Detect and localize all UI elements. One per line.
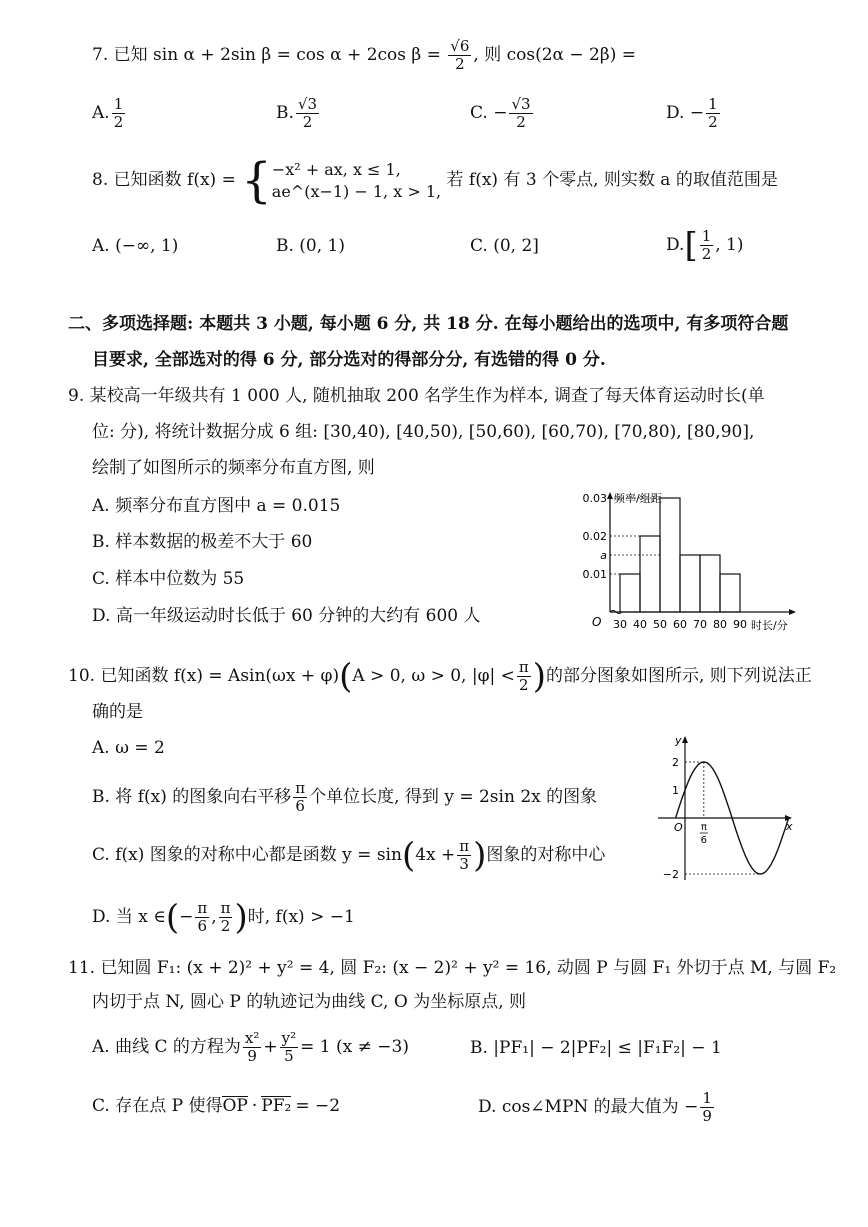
- histogram-chart: [570, 488, 810, 636]
- q8-option-d[interactable]: D.[ $\frac{1}{2}$ , 1): [666, 225, 744, 266]
- q10-option-a[interactable]: A. ω = 2: [92, 738, 165, 758]
- q9-option-b[interactable]: B. 样本数据的极差不大于 60: [92, 532, 313, 552]
- q9-line3: 绘制了如图所示的频率分布直方图, 则: [92, 458, 375, 478]
- sine-origin: O: [674, 821, 683, 834]
- q11-option-d[interactable]: D. cos∠MPN 的最大值为 − $\frac{1}{9}$: [478, 1089, 712, 1125]
- sine-graph: [650, 730, 800, 885]
- histogram-x-tick-label: 30: [613, 618, 627, 631]
- q11-option-c[interactable]: C. 存在点 P 使得OP · PF₂ = −2: [92, 1096, 341, 1116]
- q7-option-b[interactable]: B. $\frac{√3}{2}$: [276, 95, 318, 131]
- histogram-x-tick-label: 80: [713, 618, 727, 631]
- histogram-bar: [700, 555, 720, 612]
- histogram-y-tick-label: 0.01: [582, 568, 607, 581]
- histogram-y-tick-label: 0.03: [582, 492, 607, 505]
- histogram-y-tick-label: a: [600, 549, 607, 562]
- q7-option-a[interactable]: A. $\frac{1}{2}$: [92, 95, 124, 131]
- q7-option-c[interactable]: C. − $\frac{√3}{2}$: [470, 95, 531, 131]
- sine-x-tick-denominator: 6: [700, 835, 708, 846]
- q9-line2: 位: 分), 将统计数据分成 6 组: [30,40), [40,50), [50,60), [60,70), [70,80), [80,90],: [92, 422, 755, 442]
- sine-y-arrow: [682, 736, 688, 743]
- q10-option-b[interactable]: B. 将 f(x) 的图象向右平移 $\frac{\pi}{6}$ 个单位长度, 得到 y = 2sin 2x 的图象: [92, 779, 598, 815]
- sine-y-tick-label: 1: [672, 784, 679, 797]
- q8-option-b[interactable]: B. (0, 1): [276, 236, 346, 256]
- q9-option-c[interactable]: C. 样本中位数为 55: [92, 569, 245, 589]
- sine-x-tick-numerator: π: [700, 822, 707, 833]
- q8-option-c[interactable]: C. (0, 2]: [470, 236, 539, 256]
- histogram-x-tick-label: 40: [633, 618, 647, 631]
- histogram-x-tick-label: 60: [673, 618, 687, 631]
- q11-line1: 11. 已知圆 F₁: (x + 2)² + y² = 4, 圆 F₂: (x − 2)² + y² = 16, 动圆 P 与圆 F₁ 外切于点 M, 与圆 F₂: [68, 958, 837, 978]
- histogram-origin: O: [592, 615, 602, 629]
- q7-option-d[interactable]: D. − $\frac{1}{2}$: [666, 95, 718, 131]
- histogram-x-label: 时长/分: [751, 619, 788, 632]
- q7-stem-b: , 则 cos(2α − 2β) =: [473, 45, 636, 65]
- q7-stem: [92, 38, 636, 73]
- q11-option-b[interactable]: B. |PF₁| − 2|PF₂| ≤ |F₁F₂| − 1: [470, 1038, 722, 1058]
- q7-stem-a: 7. 已知 sin α + 2sin β = cos α + 2cos β =: [92, 45, 441, 65]
- q10-option-c[interactable]: C. f(x) 图象的对称中心都是函数 y = sin(4x + $\frac{\pi}{3}$ )图象的对称中心: [92, 835, 606, 876]
- q9-line1: 9. 某校高一年级共有 1 000 人, 随机抽取 200 名学生作为样本, 调查了每天体育运动时长(单: [68, 386, 765, 406]
- q9-option-a[interactable]: A. 频率分布直方图中 a = 0.015: [92, 496, 341, 516]
- section2-line1: 二、多项选择题: 本题共 3 小题, 每小题 6 分, 共 18 分. 在每小题给出的选项中, 有多项符合题: [68, 314, 789, 334]
- histogram-y-label: 频率/组距: [614, 492, 662, 505]
- histogram-bar: [660, 498, 680, 612]
- q8-stem-a: 8. 已知函数 f(x) =: [92, 170, 236, 190]
- q11-line2: 内切于点 N, 圆心 P 的轨迹记为曲线 C, O 为坐标原点, 则: [92, 992, 527, 1012]
- q9-option-d[interactable]: D. 高一年级运动时长低于 60 分钟的大约有 600 人: [92, 606, 481, 626]
- section2-line2: 目要求, 全部选对的得 6 分, 部分选对的得部分分, 有选错的得 0 分.: [92, 350, 606, 370]
- sine-y-tick-label: 2: [672, 756, 679, 769]
- sine-y-tick-label: −2: [662, 868, 679, 881]
- histogram-bar: [620, 574, 640, 612]
- q10-line2: 确的是: [92, 702, 143, 722]
- q11-option-a[interactable]: A. 曲线 C 的方程为 $\frac{\text{x²}}{9}$ + $\frac{\text{y²}}{5}$ = 1 (x ≠ −3): [92, 1029, 409, 1065]
- histogram-bar: [720, 574, 740, 612]
- histogram-x-tick-label: 50: [653, 618, 667, 631]
- q8-left-brace: {: [241, 152, 272, 209]
- sine-y-label: y: [675, 734, 682, 747]
- histogram-bar: [680, 555, 700, 612]
- q8-stem: [92, 152, 778, 209]
- q10-stem: 10. 已知函数 f(x) = Asin(ωx + φ)(A > 0, ω > 0, |φ| < $\frac{\pi}{2}$ )的部分图象如图所示, 则下列说法正: [68, 656, 812, 697]
- histogram-x-tick-label: 70: [693, 618, 707, 631]
- histogram-x-tick-label: 90: [733, 618, 747, 631]
- q8-option-a[interactable]: A. (−∞, 1): [92, 236, 179, 256]
- histogram-x-arrow: [789, 609, 796, 615]
- histogram-bar: [640, 536, 660, 612]
- q10-option-d[interactable]: D. 当 x ∈(− $\frac{\pi}{6}$ , $\frac{\pi}{2}$ )时, f(x) > −1: [92, 897, 355, 938]
- q7-stem-fraction: $\frac{√6}{2}$: [450, 37, 470, 73]
- sine-x-label: x: [786, 820, 793, 833]
- q8-piecewise: −x² + ax, x ≤ 1, ae^(x−1) − 1, x > 1,: [271, 159, 442, 201]
- q8-stem-b: 若 f(x) 有 3 个零点, 则实数 a 的取值范围是: [446, 170, 778, 190]
- histogram-y-tick-label: 0.02: [582, 530, 607, 543]
